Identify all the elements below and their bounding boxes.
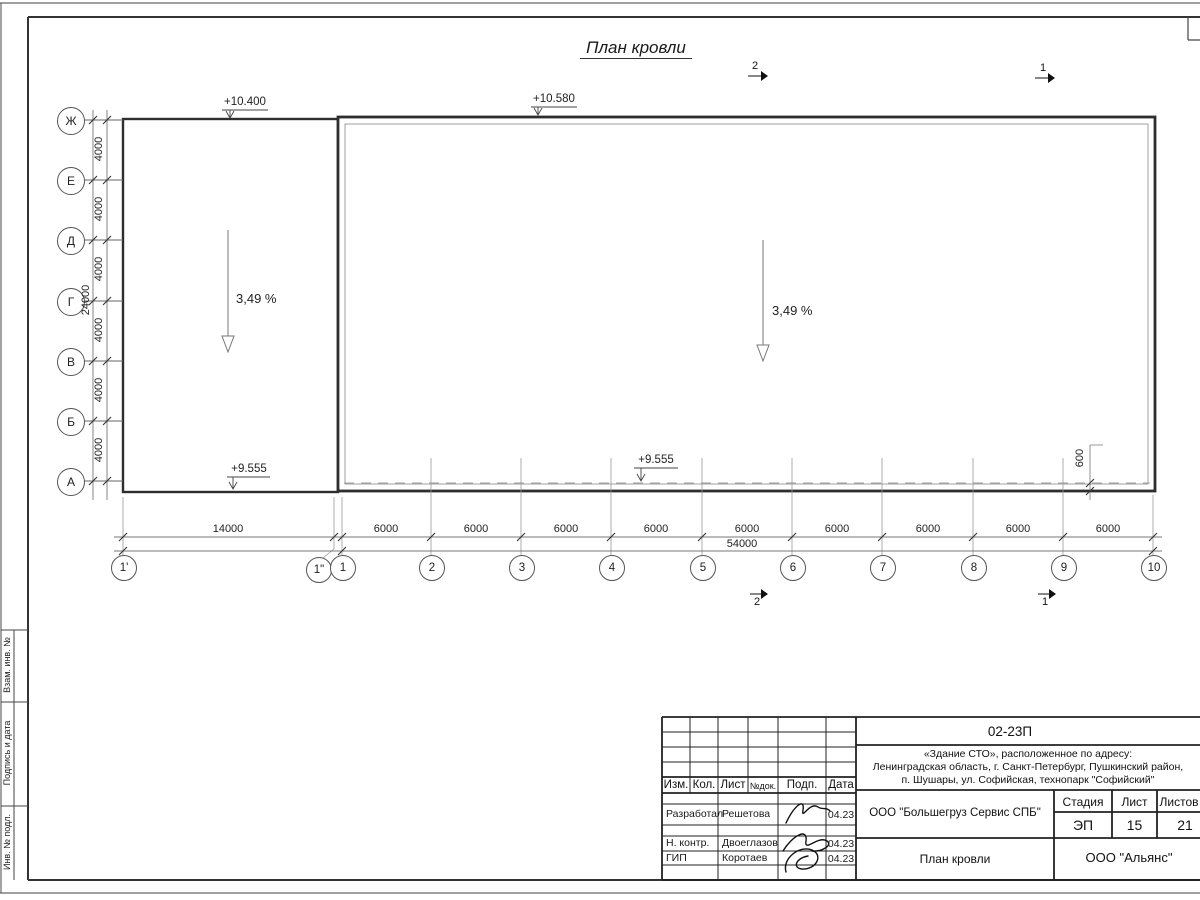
dim-6000-9: 6000 [1095,523,1121,535]
dim-4000-4: 4000 [93,317,105,343]
axis-col-label: 2 [428,562,436,574]
drawing-name: План кровли [919,852,991,866]
row-role-ncontrol: Н. контр. [666,837,710,849]
side-stamp-inv: Инв. № подл. [2,813,12,871]
axis-row-label: В [66,355,75,369]
dim-54000: 54000 [726,538,758,550]
axis-col-label: 9 [1060,562,1068,574]
axis-col-label: 1" [313,564,325,576]
axis-row-e [57,167,85,195]
slope-label-right: 3,49 % [772,303,813,318]
axis-row-zh [57,107,85,135]
section-marker-1-bottom: 1 [1041,596,1049,608]
sheet-value: 15 [1126,817,1143,833]
section-marker-2-bottom: 2 [753,596,761,608]
project-address-line3: п. Шушары, ул. Софийская, технопарк "Софийский" [901,774,1155,786]
col-header-data: Дата [828,779,854,791]
elevation-left-roof: +10.400 [224,96,266,108]
section-marker-1-top: 1 [1039,62,1047,74]
dim-6000-1: 6000 [373,523,399,535]
project-address-line1: «Здание СТО», расположенное по адресу: [923,748,1133,760]
axis-row-label: Б [67,415,75,429]
row-role-developer: Разработал [666,808,724,820]
axis-col-10 [1141,555,1167,581]
axis-col-6 [780,555,806,581]
section-marker-2-top: 2 [751,60,759,72]
side-stamp-podpis: Подпись и дата [2,720,12,786]
axis-col-label: 3 [518,562,526,574]
row-name-ncontrol: Двоеглазов [722,837,778,849]
axis-col-4 [599,555,625,581]
dim-6000-3: 6000 [553,523,579,535]
side-stamp-vzam: Взам. инв. № [2,637,12,693]
axis-col-9 [1051,555,1077,581]
dim-6000-5: 6000 [734,523,760,535]
axis-col-3 [509,555,535,581]
axis-col-7 [870,555,896,581]
row-name-gip: Коротаев [722,852,768,864]
axis-col-label: 1 [339,562,347,574]
drawing-title [536,38,736,58]
axis-col-1 [330,555,356,581]
project-address-line2: Ленинградская область, г. Санкт-Петербург, Пушкинский район, [872,761,1184,773]
dim-24000: 24000 [80,284,92,316]
col-header-izm: Изм. [663,779,689,791]
dim-14000: 14000 [212,523,244,535]
elevation-right-low: +9.555 [638,454,674,466]
axis-row-label: Д [66,234,76,248]
row-date-developer: 04.23 [827,809,855,821]
axis-row-b [57,408,85,436]
axis-row-label: А [66,475,75,489]
axis-col-label: 1' [119,562,129,574]
sheets-value: 21 [1177,817,1193,833]
axis-col-label: 10 [1147,562,1161,574]
dim-4000-2: 4000 [93,196,105,222]
sheets-label: Листов [1159,795,1199,809]
drawing-title-text: План кровли [580,38,692,59]
dim-6000-6: 6000 [824,523,850,535]
col-header-kol: Кол. [692,779,716,791]
axis-col-label: 7 [879,562,887,574]
firm-name: ООО "Альянс" [1085,850,1173,865]
sheet-label: Лист [1121,795,1148,809]
dim-600: 600 [1074,448,1086,468]
axis-col-5 [690,555,716,581]
axis-col-label: 8 [970,562,978,574]
dim-6000-8: 6000 [1005,523,1031,535]
col-header-list: Лист [720,779,746,791]
slope-label-left: 3,49 % [236,291,277,306]
elevation-left-low: +9.555 [231,463,267,475]
axis-row-label: Е [66,174,75,188]
dim-4000-5: 4000 [93,377,105,403]
dim-6000-4: 6000 [643,523,669,535]
axis-row-label: Ж [65,114,77,128]
row-name-developer: Решетова [722,808,771,820]
row-date-ncontrol: 04.23 [827,838,855,850]
dim-4000-1: 4000 [93,136,105,162]
dim-6000-7: 6000 [915,523,941,535]
axis-col-label: 4 [608,562,616,574]
axis-col-label: 6 [789,562,797,574]
axis-row-a [57,468,85,496]
axis-col-1p [111,555,137,581]
row-date-gip: 04.23 [827,853,855,865]
elevation-right-roof: +10.580 [533,93,575,105]
axis-col-label: 5 [699,562,707,574]
dim-4000-3: 4000 [93,256,105,282]
dim-4000-6: 4000 [93,437,105,463]
axis-row-d [57,227,85,255]
axis-col-2 [419,555,445,581]
company-name: ООО "Большегруз Сервис СПБ" [869,807,1041,819]
stage-label: Стадия [1062,795,1104,809]
axis-col-8 [961,555,987,581]
stage-value: ЭП [1072,817,1094,833]
axis-col-1pp [306,557,332,583]
project-code: 02-23П [987,724,1033,739]
dim-6000-2: 6000 [463,523,489,535]
row-role-gip: ГИП [666,852,687,864]
col-header-ndok: №док. [749,781,777,791]
axis-row-v [57,348,85,376]
axis-row-label: Г [67,295,75,309]
col-header-podp: Подп. [786,779,818,791]
